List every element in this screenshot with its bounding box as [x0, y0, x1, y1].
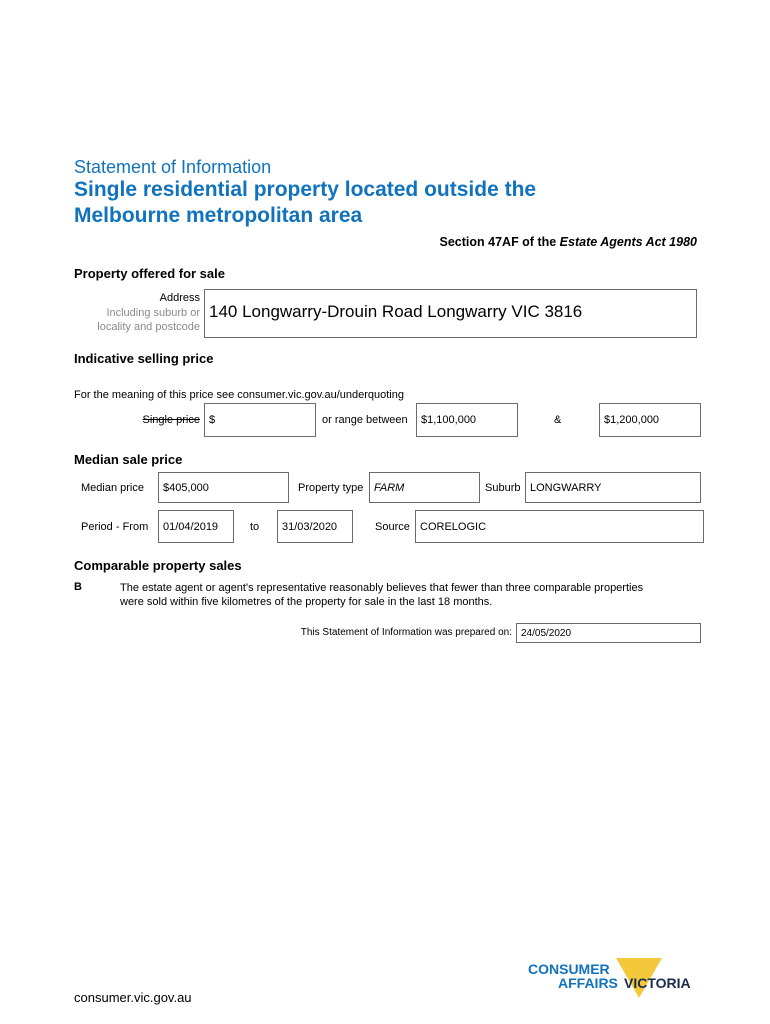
period-to-label: to: [250, 521, 260, 533]
suburb-label: Suburb: [485, 482, 521, 494]
legislation-reference: [440, 235, 697, 249]
property-heading: Property offered for sale: [74, 266, 225, 281]
address-field[interactable]: 140 Longwarry-Drouin Road Longwarry VIC 3816: [204, 289, 697, 338]
logo-word-victoria: VICTORIA: [624, 975, 691, 991]
page-title: [74, 177, 536, 229]
median-price-label: Median price: [81, 482, 144, 494]
comparable-statement-line-2: were sold within five kilometres of the property for sale in the last 18 months.: [120, 596, 493, 608]
comparable-statement-line-1: The estate agent or agent's representative reasonably believes that fewer than three comparable properties: [120, 582, 644, 594]
address-hint-2: locality and postcode: [97, 321, 200, 333]
address-hint-1: Including suburb or: [106, 307, 200, 319]
page-title-line-1: Single residential property located outside the: [74, 178, 537, 201]
logo-word-affairs: AFFAIRS: [558, 975, 618, 991]
act-name: Estate Agents Act 1980: [559, 235, 697, 249]
period-from-field[interactable]: 01/04/2019: [158, 510, 234, 543]
logo-word-consumer: CONSUMER: [528, 961, 610, 977]
median-price-field[interactable]: $405,000: [158, 472, 289, 503]
suburb-field[interactable]: LONGWARRY: [525, 472, 701, 503]
document-type: Statement of Information: [74, 157, 272, 177]
comparable-option-letter: B: [74, 581, 82, 593]
logo-graphic: [528, 958, 703, 1004]
ampersand: &: [554, 414, 562, 426]
section-prefix: Section 47AF of the: [439, 235, 560, 249]
property-type-label: Property type: [298, 482, 364, 494]
address-label: Address: [159, 292, 200, 304]
period-from-label: Period - From: [81, 521, 149, 533]
source-field[interactable]: CORELOGIC: [415, 510, 704, 543]
consumer-affairs-victoria-logo: [528, 958, 703, 1004]
range-low-field[interactable]: $1,100,000: [416, 403, 518, 437]
range-high-field[interactable]: $1,200,000: [599, 403, 701, 437]
single-price-label: Single price: [142, 414, 200, 426]
comparable-heading: Comparable property sales: [74, 558, 242, 573]
range-label: or range between: [322, 414, 408, 426]
period-to-field[interactable]: 31/03/2020: [277, 510, 353, 543]
underquoting-note: For the meaning of this price see consumer.vic.gov.au/underquoting: [74, 389, 404, 401]
comparable-statement: [120, 581, 643, 609]
median-heading: Median sale price: [74, 452, 183, 467]
footer-url: consumer.vic.gov.au: [74, 990, 192, 1005]
page-title-line-2: Melbourne metropolitan area: [74, 204, 363, 227]
prepared-date-field[interactable]: 24/05/2020: [516, 623, 701, 643]
property-type-field[interactable]: FARM: [369, 472, 480, 503]
single-price-field[interactable]: $: [204, 403, 316, 437]
prepared-on-label: This Statement of Information was prepared on:: [300, 627, 512, 638]
source-label: Source: [375, 521, 410, 533]
indicative-heading: Indicative selling price: [74, 351, 214, 366]
